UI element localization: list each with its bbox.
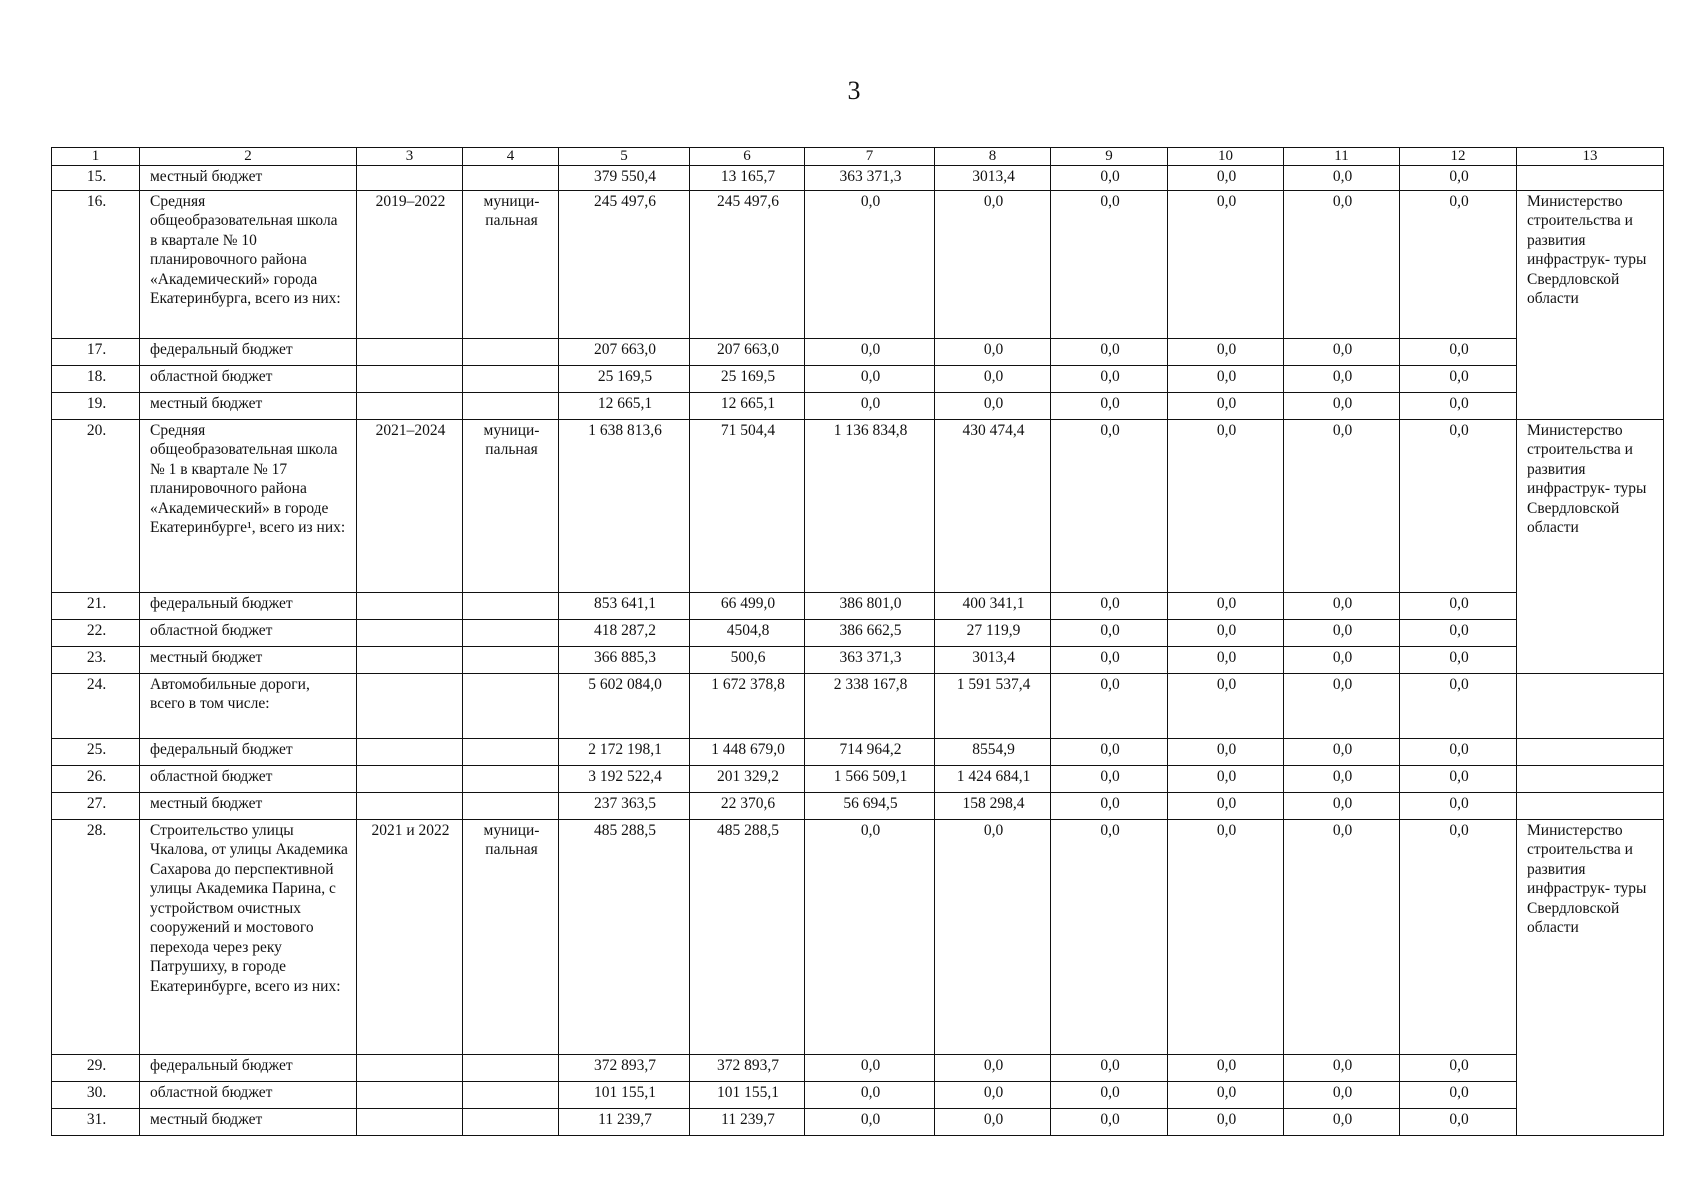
value-cell: 0,0 <box>1284 1108 1400 1135</box>
value-cell: 0,0 <box>1051 1054 1168 1081</box>
row-number-cell: 26. <box>52 765 140 792</box>
value-cell: 12 665,1 <box>559 392 690 419</box>
value-cell: 0,0 <box>1400 392 1517 419</box>
value-cell: 0,0 <box>1051 619 1168 646</box>
value-cell: 0,0 <box>1284 765 1400 792</box>
row-number-cell: 27. <box>52 792 140 819</box>
row-number-cell: 15. <box>52 166 140 191</box>
value-cell: 1 136 834,8 <box>805 419 935 592</box>
value-cell: 0,0 <box>1168 365 1284 392</box>
table-row <box>52 619 1664 646</box>
ownership-cell <box>463 673 559 738</box>
period-cell <box>357 646 463 673</box>
period-cell: 2021–2024 <box>357 419 463 592</box>
responsible-cell: Министерство строительства и развития инфраструк- туры Свердловской области <box>1517 190 1664 419</box>
period-cell <box>357 1054 463 1081</box>
value-cell: 245 497,6 <box>559 190 690 338</box>
value-cell: 0,0 <box>1284 592 1400 619</box>
ownership-cell <box>463 1054 559 1081</box>
row-number-cell: 28. <box>52 819 140 1054</box>
value-cell: 0,0 <box>1400 1081 1517 1108</box>
period-cell <box>357 166 463 191</box>
value-cell: 0,0 <box>1168 338 1284 365</box>
value-cell: 372 893,7 <box>559 1054 690 1081</box>
table-row <box>52 1081 1664 1108</box>
table-row <box>52 365 1664 392</box>
responsible-cell <box>1517 765 1664 792</box>
period-cell <box>357 765 463 792</box>
table-row <box>52 338 1664 365</box>
value-cell: 5 602 084,0 <box>559 673 690 738</box>
value-cell: 0,0 <box>1168 419 1284 592</box>
value-cell: 0,0 <box>805 1054 935 1081</box>
header-row <box>52 148 1664 166</box>
table-row <box>52 1108 1664 1135</box>
value-cell: 0,0 <box>1400 190 1517 338</box>
value-cell: 1 591 537,4 <box>935 673 1051 738</box>
value-cell: 0,0 <box>1051 646 1168 673</box>
ownership-cell <box>463 1081 559 1108</box>
value-cell: 0,0 <box>1400 765 1517 792</box>
item-name-cell: федеральный бюджет <box>140 738 357 765</box>
period-cell <box>357 1081 463 1108</box>
value-cell: 0,0 <box>1051 738 1168 765</box>
value-cell: 2 172 198,1 <box>559 738 690 765</box>
value-cell: 27 119,9 <box>935 619 1051 646</box>
value-cell: 0,0 <box>1284 792 1400 819</box>
table-row <box>52 166 1664 191</box>
value-cell: 0,0 <box>1284 365 1400 392</box>
value-cell: 366 885,3 <box>559 646 690 673</box>
value-cell: 485 288,5 <box>690 819 805 1054</box>
ownership-cell <box>463 646 559 673</box>
table-row <box>52 646 1664 673</box>
value-cell: 3013,4 <box>935 646 1051 673</box>
value-cell: 372 893,7 <box>690 1054 805 1081</box>
period-cell: 2019–2022 <box>357 190 463 338</box>
value-cell: 0,0 <box>1400 1108 1517 1135</box>
value-cell: 0,0 <box>1168 646 1284 673</box>
value-cell: 0,0 <box>1168 792 1284 819</box>
ownership-cell <box>463 166 559 191</box>
value-cell: 386 801,0 <box>805 592 935 619</box>
value-cell: 0,0 <box>1284 819 1400 1054</box>
item-name-cell: местный бюджет <box>140 792 357 819</box>
table-row <box>52 673 1664 738</box>
value-cell: 0,0 <box>1051 1108 1168 1135</box>
value-cell: 25 169,5 <box>690 365 805 392</box>
period-cell <box>357 792 463 819</box>
value-cell: 0,0 <box>1284 1054 1400 1081</box>
value-cell: 0,0 <box>1168 619 1284 646</box>
value-cell: 8554,9 <box>935 738 1051 765</box>
value-cell: 485 288,5 <box>559 819 690 1054</box>
value-cell: 0,0 <box>1051 819 1168 1054</box>
header-cell: 3 <box>357 148 463 166</box>
value-cell: 0,0 <box>1400 619 1517 646</box>
value-cell: 0,0 <box>1284 419 1400 592</box>
ownership-cell: муници- пальная <box>463 190 559 338</box>
value-cell: 4504,8 <box>690 619 805 646</box>
item-name-cell: Средняя общеобразовательная школа в квартале № 10 планировочного района «Академический» города Екатеринбурга, всего из них: <box>140 190 357 338</box>
responsible-cell: Министерство строительства и развития инфраструк- туры Свердловской области <box>1517 819 1664 1135</box>
value-cell: 101 155,1 <box>559 1081 690 1108</box>
value-cell: 0,0 <box>1168 166 1284 191</box>
value-cell: 0,0 <box>935 392 1051 419</box>
value-cell: 0,0 <box>1051 419 1168 592</box>
row-number-cell: 25. <box>52 738 140 765</box>
table-row <box>52 592 1664 619</box>
value-cell: 0,0 <box>805 190 935 338</box>
item-name-cell: Автомобильные дороги, всего в том числе: <box>140 673 357 738</box>
value-cell: 0,0 <box>1168 1108 1284 1135</box>
header-cell: 2 <box>140 148 357 166</box>
item-name-cell: федеральный бюджет <box>140 592 357 619</box>
value-cell: 0,0 <box>1400 1054 1517 1081</box>
row-number-cell: 24. <box>52 673 140 738</box>
header-cell: 6 <box>690 148 805 166</box>
value-cell: 101 155,1 <box>690 1081 805 1108</box>
value-cell: 400 341,1 <box>935 592 1051 619</box>
value-cell: 56 694,5 <box>805 792 935 819</box>
value-cell: 363 371,3 <box>805 166 935 191</box>
value-cell: 0,0 <box>1051 190 1168 338</box>
value-cell: 3 192 522,4 <box>559 765 690 792</box>
header-cell: 13 <box>1517 148 1664 166</box>
value-cell: 0,0 <box>805 338 935 365</box>
value-cell: 12 665,1 <box>690 392 805 419</box>
period-cell <box>357 619 463 646</box>
row-number-cell: 29. <box>52 1054 140 1081</box>
value-cell: 0,0 <box>1051 1081 1168 1108</box>
value-cell: 0,0 <box>1284 166 1400 191</box>
value-cell: 0,0 <box>1284 338 1400 365</box>
value-cell: 0,0 <box>1051 792 1168 819</box>
row-number-cell: 17. <box>52 338 140 365</box>
value-cell: 66 499,0 <box>690 592 805 619</box>
period-cell <box>357 738 463 765</box>
value-cell: 1 424 684,1 <box>935 765 1051 792</box>
value-cell: 0,0 <box>1168 1054 1284 1081</box>
item-name-cell: федеральный бюджет <box>140 338 357 365</box>
value-cell: 0,0 <box>1168 190 1284 338</box>
row-number-cell: 19. <box>52 392 140 419</box>
value-cell: 11 239,7 <box>559 1108 690 1135</box>
value-cell: 11 239,7 <box>690 1108 805 1135</box>
value-cell: 207 663,0 <box>559 338 690 365</box>
value-cell: 0,0 <box>935 365 1051 392</box>
item-name-cell: местный бюджет <box>140 646 357 673</box>
item-name-cell: местный бюджет <box>140 166 357 191</box>
ownership-cell <box>463 738 559 765</box>
row-number-cell: 16. <box>52 190 140 338</box>
value-cell: 0,0 <box>805 1108 935 1135</box>
table-row <box>52 392 1664 419</box>
period-cell <box>357 592 463 619</box>
item-name-cell: областной бюджет <box>140 619 357 646</box>
value-cell: 0,0 <box>1168 1081 1284 1108</box>
responsible-cell: Министерство строительства и развития инфраструк- туры Свердловской области <box>1517 419 1664 673</box>
item-name-cell: федеральный бюджет <box>140 1054 357 1081</box>
header-cell: 12 <box>1400 148 1517 166</box>
value-cell: 0,0 <box>1168 819 1284 1054</box>
value-cell: 0,0 <box>805 392 935 419</box>
value-cell: 0,0 <box>1051 673 1168 738</box>
table-row <box>52 738 1664 765</box>
value-cell: 2 338 167,8 <box>805 673 935 738</box>
value-cell: 0,0 <box>1051 338 1168 365</box>
value-cell: 0,0 <box>1284 619 1400 646</box>
value-cell: 25 169,5 <box>559 365 690 392</box>
value-cell: 0,0 <box>1400 792 1517 819</box>
header-cell: 1 <box>52 148 140 166</box>
value-cell: 430 474,4 <box>935 419 1051 592</box>
item-name-cell: областной бюджет <box>140 365 357 392</box>
responsible-cell <box>1517 673 1664 738</box>
value-cell: 0,0 <box>805 819 935 1054</box>
value-cell: 0,0 <box>1051 365 1168 392</box>
value-cell: 0,0 <box>805 1081 935 1108</box>
value-cell: 853 641,1 <box>559 592 690 619</box>
ownership-cell <box>463 392 559 419</box>
header-cell: 8 <box>935 148 1051 166</box>
value-cell: 1 672 378,8 <box>690 673 805 738</box>
value-cell: 0,0 <box>1168 592 1284 619</box>
period-cell <box>357 1108 463 1135</box>
value-cell: 201 329,2 <box>690 765 805 792</box>
table-row <box>52 190 1664 338</box>
period-cell: 2021 и 2022 <box>357 819 463 1054</box>
period-cell <box>357 365 463 392</box>
value-cell: 0,0 <box>1051 392 1168 419</box>
value-cell: 0,0 <box>805 365 935 392</box>
item-name-cell: Средняя общеобразовательная школа № 1 в квартале № 17 планировочного района «Академический» в городе Екатеринбурге¹, всего из них: <box>140 419 357 592</box>
value-cell: 0,0 <box>935 1054 1051 1081</box>
row-number-cell: 18. <box>52 365 140 392</box>
period-cell <box>357 392 463 419</box>
table-row <box>52 419 1664 592</box>
value-cell: 1 448 679,0 <box>690 738 805 765</box>
ownership-cell <box>463 619 559 646</box>
value-cell: 0,0 <box>935 819 1051 1054</box>
value-cell: 0,0 <box>1400 673 1517 738</box>
value-cell: 0,0 <box>1400 338 1517 365</box>
value-cell: 386 662,5 <box>805 619 935 646</box>
value-cell: 71 504,4 <box>690 419 805 592</box>
value-cell: 0,0 <box>1284 646 1400 673</box>
value-cell: 0,0 <box>1284 738 1400 765</box>
row-number-cell: 22. <box>52 619 140 646</box>
ownership-cell: муници- пальная <box>463 819 559 1054</box>
value-cell: 158 298,4 <box>935 792 1051 819</box>
value-cell: 0,0 <box>1051 166 1168 191</box>
row-number-cell: 21. <box>52 592 140 619</box>
table-row <box>52 765 1664 792</box>
item-name-cell: Строительство улицы Чкалова, от улицы Академика Сахарова до перспективной улицы Академика Парина, с устройством очистных сооружений и мостового перехода через реку Патрушиху, в городе Екатеринбурге, всего из них: <box>140 819 357 1054</box>
ownership-cell <box>463 765 559 792</box>
ownership-cell <box>463 792 559 819</box>
row-number-cell: 23. <box>52 646 140 673</box>
item-name-cell: местный бюджет <box>140 392 357 419</box>
value-cell: 0,0 <box>1051 765 1168 792</box>
value-cell: 0,0 <box>1400 592 1517 619</box>
period-cell <box>357 338 463 365</box>
header-cell: 5 <box>559 148 690 166</box>
table-row <box>52 1054 1664 1081</box>
value-cell: 363 371,3 <box>805 646 935 673</box>
table-row <box>52 792 1664 819</box>
value-cell: 1 566 509,1 <box>805 765 935 792</box>
value-cell: 0,0 <box>1284 392 1400 419</box>
header-cell: 10 <box>1168 148 1284 166</box>
value-cell: 0,0 <box>935 338 1051 365</box>
row-number-cell: 20. <box>52 419 140 592</box>
value-cell: 237 363,5 <box>559 792 690 819</box>
value-cell: 379 550,4 <box>559 166 690 191</box>
value-cell: 22 370,6 <box>690 792 805 819</box>
header-cell: 4 <box>463 148 559 166</box>
row-number-cell: 30. <box>52 1081 140 1108</box>
responsible-cell <box>1517 166 1664 191</box>
ownership-cell: муници- пальная <box>463 419 559 592</box>
ownership-cell <box>463 1108 559 1135</box>
ownership-cell <box>463 592 559 619</box>
header-cell: 7 <box>805 148 935 166</box>
item-name-cell: местный бюджет <box>140 1108 357 1135</box>
value-cell: 207 663,0 <box>690 338 805 365</box>
value-cell: 0,0 <box>1400 419 1517 592</box>
value-cell: 0,0 <box>1284 1081 1400 1108</box>
value-cell: 13 165,7 <box>690 166 805 191</box>
value-cell: 500,6 <box>690 646 805 673</box>
value-cell: 0,0 <box>935 190 1051 338</box>
value-cell: 0,0 <box>1168 673 1284 738</box>
value-cell: 0,0 <box>1168 738 1284 765</box>
value-cell: 1 638 813,6 <box>559 419 690 592</box>
value-cell: 0,0 <box>1400 738 1517 765</box>
value-cell: 0,0 <box>935 1081 1051 1108</box>
value-cell: 0,0 <box>1168 392 1284 419</box>
responsible-cell <box>1517 792 1664 819</box>
value-cell: 245 497,6 <box>690 190 805 338</box>
table-row <box>52 819 1664 1054</box>
value-cell: 0,0 <box>935 1108 1051 1135</box>
responsible-cell <box>1517 738 1664 765</box>
value-cell: 0,0 <box>1400 365 1517 392</box>
ownership-cell <box>463 365 559 392</box>
budget-table <box>51 147 1664 1136</box>
value-cell: 0,0 <box>1400 819 1517 1054</box>
value-cell: 0,0 <box>1284 673 1400 738</box>
value-cell: 418 287,2 <box>559 619 690 646</box>
ownership-cell <box>463 338 559 365</box>
period-cell <box>357 673 463 738</box>
value-cell: 3013,4 <box>935 166 1051 191</box>
value-cell: 0,0 <box>1400 646 1517 673</box>
value-cell: 0,0 <box>1051 592 1168 619</box>
header-cell: 9 <box>1051 148 1168 166</box>
value-cell: 0,0 <box>1168 765 1284 792</box>
item-name-cell: областной бюджет <box>140 765 357 792</box>
page-number: 3 <box>847 76 861 105</box>
value-cell: 714 964,2 <box>805 738 935 765</box>
value-cell: 0,0 <box>1284 190 1400 338</box>
row-number-cell: 31. <box>52 1108 140 1135</box>
value-cell: 0,0 <box>1400 166 1517 191</box>
item-name-cell: областной бюджет <box>140 1081 357 1108</box>
header-cell: 11 <box>1284 148 1400 166</box>
